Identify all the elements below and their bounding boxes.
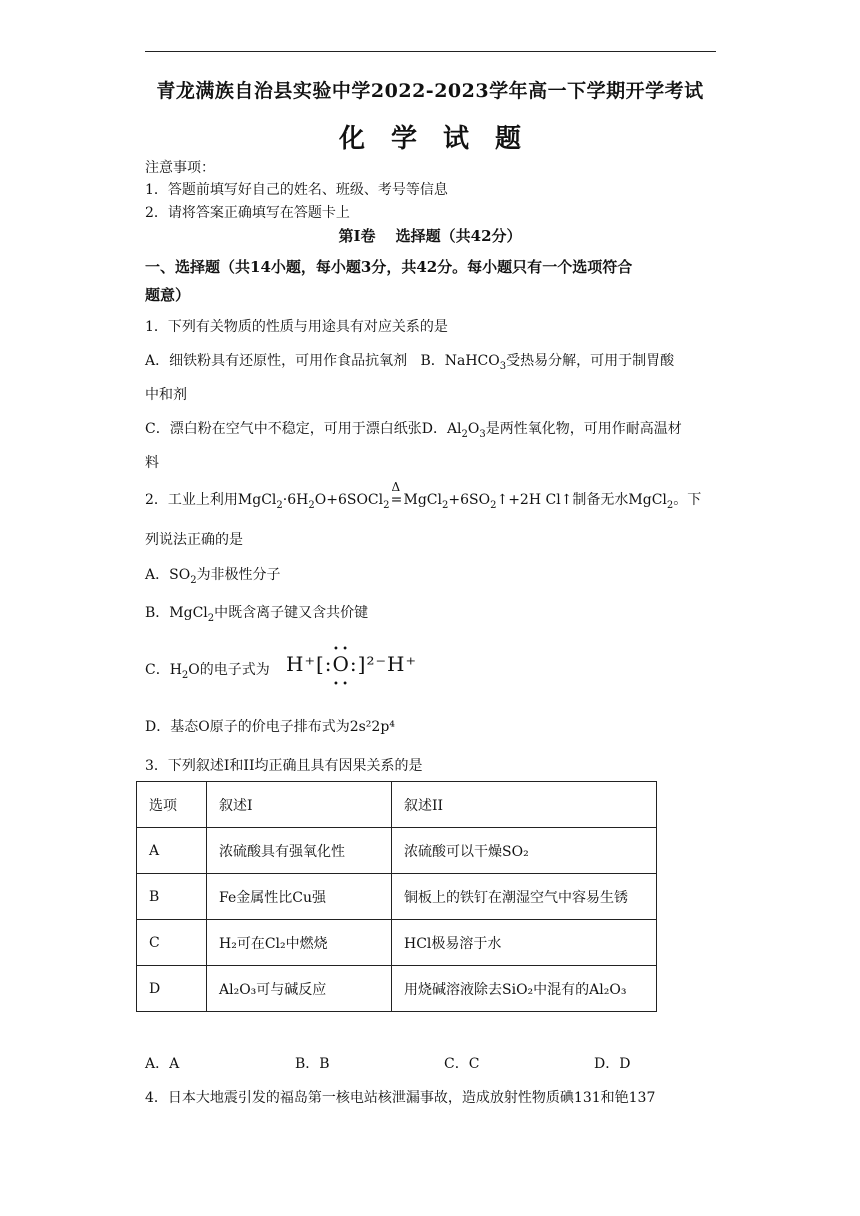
subject-title: 化学试题 xyxy=(338,124,547,154)
section-heading-line2: 题意） xyxy=(145,286,191,304)
notice-item-2: 2．请将答案正确填写在答题卡上 xyxy=(145,205,350,221)
table-cell: C xyxy=(137,920,207,966)
q4-stem: 4．日本大地震引发的福岛第一核电站核泄漏事故，造成放射性物质碘131和铯137 xyxy=(145,1090,656,1106)
notice-heading: 注意事项： xyxy=(145,160,215,176)
table-cell: H₂可在Cl₂中燃烧 xyxy=(207,920,392,966)
table-cell: Fe金属性比Cu强 xyxy=(207,874,392,920)
q1-option-b: B．NaHCO$_3$受热易分解，可用于制胃酸 xyxy=(420,353,675,372)
table-cell: 铜板上的铁钉在潮湿空气中容易生锈 xyxy=(392,874,657,920)
q1-option-b-cont: 中和剂 xyxy=(145,387,187,403)
q2-option-d: D．基态O原子的价电子排布式为2s²2p⁴ xyxy=(145,719,395,735)
table-cell: 用烧碱溶液除去SiO₂中混有的Al₂O₃ xyxy=(392,966,657,1012)
table-row xyxy=(137,828,657,874)
top-rule xyxy=(145,51,716,52)
section-heading-line1: 一、选择题（共14小题，每小题3分，共42分。每小题只有一个选项符合 xyxy=(145,258,633,276)
q3-choice-d: D．D xyxy=(594,1056,631,1072)
table-row xyxy=(137,874,657,920)
q2-equation: $MgCl_2\cdot 6H_2O+6SOCl_2$ Δ $=MgCl_2+6SO_2↑+2H$ Cl↑ xyxy=(237,480,573,511)
q1-option-a: A．细铁粉具有还原性，可用作食品抗氧剂 B．NaHCO$_3$受热易分解，可用于制胃酸 xyxy=(145,353,675,372)
table-row xyxy=(137,966,657,1012)
table-cell: HCl极易溶于水 xyxy=(392,920,657,966)
q3-choice-c: C．C xyxy=(444,1056,480,1072)
table-header-cell: 叙述II xyxy=(392,782,657,828)
lone-pair-dots-bottom: • • xyxy=(333,679,348,690)
q3-table xyxy=(136,781,657,1012)
q3-choice-a: A．A xyxy=(145,1056,180,1072)
q1-stem: 1．下列有关物质的性质与用途具有对应关系的是 xyxy=(145,319,448,335)
q2-option-c: C．$H_2O$的电子式为 xyxy=(145,662,270,681)
lone-pair-dots-top: • • xyxy=(333,644,348,655)
q1-option-c: C．漂白粉在空气中不稳定，可用于漂白纸张D．$Al_2O_3$是两性氧化物，可用作耐高温材 xyxy=(145,421,682,440)
notice-item-1: 1．答题前填写好自己的姓名、班级、考号等信息 xyxy=(145,182,448,198)
q1-option-d-cont: 料 xyxy=(145,455,159,471)
table-header-row xyxy=(137,782,657,828)
table-cell: B xyxy=(137,874,207,920)
table-row xyxy=(137,920,657,966)
table-cell: 浓硫酸具有强氧化性 xyxy=(207,828,392,874)
volume-heading: 第I卷 选择题（共42分） xyxy=(338,227,522,245)
q3-stem: 3．下列叙述I和II均正确且具有因果关系的是 xyxy=(145,758,423,774)
q2-option-a: A．$SO_2$为非极性分子 xyxy=(145,567,281,586)
exam-title: 青龙满族自治县实验中学2022-2023学年高一下学期开学考试 xyxy=(156,80,704,102)
table-cell: D xyxy=(137,966,207,1012)
q1-option-d: D．$Al_2O_3$是两性氧化物，可用作耐高温材 xyxy=(421,421,682,440)
table-cell: Al₂O₃可与碱反应 xyxy=(207,966,392,1012)
q2-stem: 2．工业上利用$MgCl_2\cdot 6H_2O+6SOCl_2$ Δ $=MgCl_2+6SO_2↑+2H$ Cl↑制备无水MgCl$_2$。下 xyxy=(145,480,702,511)
table-header-cell: 选项 xyxy=(137,782,207,828)
table-cell: A xyxy=(137,828,207,874)
q2-option-b: B．MgCl$_2$中既含离子键又含共价键 xyxy=(145,605,369,624)
q2-stem-cont: 列说法正确的是 xyxy=(145,532,243,548)
q3-choice-b: B．B xyxy=(295,1056,330,1072)
water-electron-formula: H⁺[:O:]²⁻H⁺ xyxy=(286,652,418,676)
table-cell: 浓硫酸可以干燥SO₂ xyxy=(392,828,657,874)
table-header-cell: 叙述I xyxy=(207,782,392,828)
